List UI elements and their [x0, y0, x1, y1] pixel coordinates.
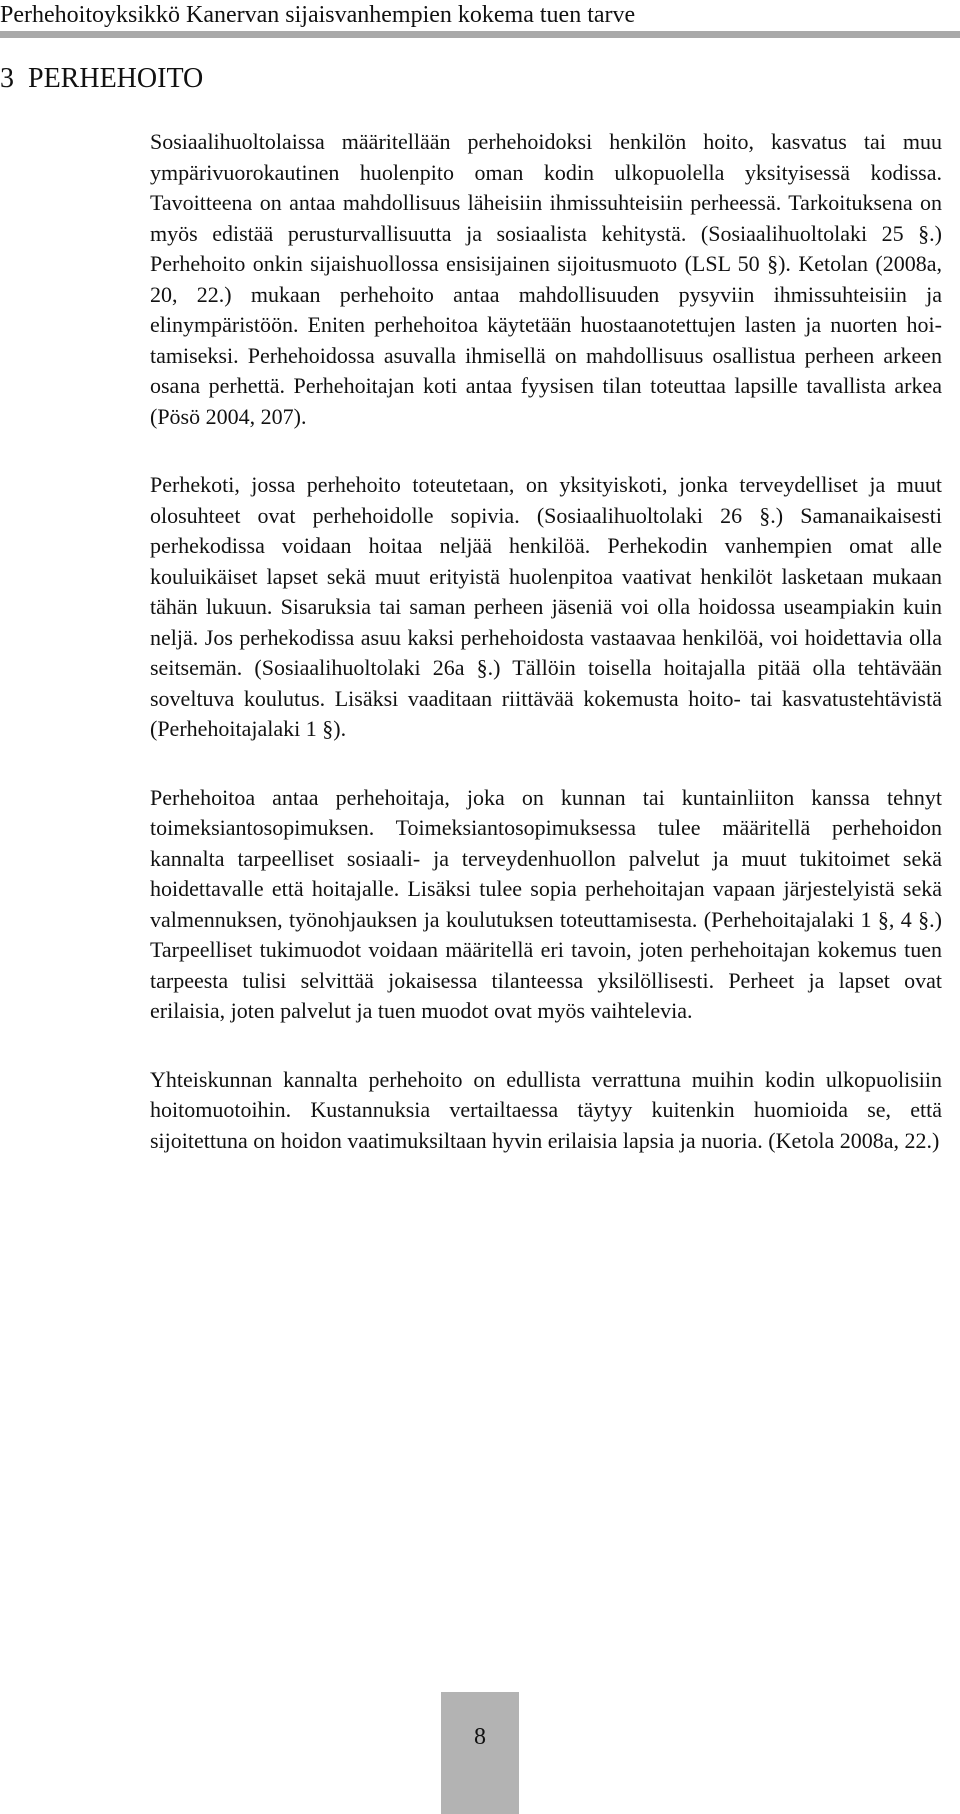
- header-rule: [0, 31, 960, 38]
- running-header: [0, 0, 960, 30]
- paragraph-3: Perhehoitoa antaa perhehoitaja, joka on kunnan tai kuntainliiton kanssa tehnyt toimeksiantosopimuksen. Toimeksiantosopimuksessa tulee määritellä perhehoidon kannalta tarpeelliset sosiaali- ja terveydenhuollon palvelut ja muut tukitoimet sekä hoidettavalle että hoitajalle. Lisäksi tulee sopia perhehoitajan vapaan järjestelyistä sekä valmennuksen, työnohjauksen ja koulutuksen toteuttamisesta. (Perhehoitajalaki 1 §, 4 §.) Tarpeelliset tukimuodot voidaan määritellä eri tavoin, joten perhehoitajan kokemus tuen tarpeesta tulisi selvittää jokaisessa tilanteessa yksilöllisesti. Perheet ja lapset ovat erilaisia, joten palvelut ja tuen muodot ovat myös vaihtelevia.: [150, 784, 942, 1023]
- paragraph-2: Perhekoti, jossa perhehoito toteutetaan, on yksityiskoti, jonka terveydelliset ja muut olosuhteet ovat perhehoidolle sopivia. (Sosiaalihuoltolaki 26 §.) Samanaikaisesti perhekodissa voidaan hoitaa neljää henkilöä. Perhekodin vanhempien omat alle kouluikäiset lapset sekä muut erityistä huolenpitoa vaativat henkilöt lasketaan mukaan tähän lukuun. Sisaruksia tai saman perheen jäseniä voi olla hoidossa useampiakin kuin neljä. Jos perhekodissa asuu kaksi perhehoidosta vastaavaa henkilöä, voi hoidettavia olla seitsemän. (Sosiaalihuoltolaki 26a §.) Tällöin toisella hoitajalla pitää olla tehtävään soveltuva koulutus. Lisäksi vaaditaan riittävää kokemusta hoito- tai kasvatustehtävistä (Perhehoitajalaki 1 §).: [150, 472, 942, 741]
- chapter-title: PERHEHOITO: [28, 63, 204, 94]
- chapter-number: 3: [0, 63, 14, 94]
- page-number: 8: [474, 1724, 486, 1750]
- page-number-box: [441, 1692, 519, 1814]
- paragraph-1: Sosiaalihuoltolaissa määritellään perhehoidoksi henkilön hoito, kasvatus tai muu ympärivuorokautinen huolenpito oman kodin ulkopuolella yksityisessä kodissa. Tavoitteena on antaa mahdollisuus läheisiin ihmissuhteisiin perheessä. Tarkoituksena on myös edistää perusturvallisuutta ja sosiaalista kehitystä. (Sosiaalihuoltolaki 25 §.) Perhehoito onkin sijaishuollossa ensisijainen sijoitusmuoto (LSL 50 §). Ketolan (2008a, 20, 22.) mukaan perhehoito antaa mahdollisuuden pysyviin ihmissuhteisiin ja elinympäristöön. Eniten perhehoitoa käytetään huostaanotettujen lasten ja nuorten hoitamiseksi. Perhehoidossa asuvalla ihmisellä on mahdollisuus osallistua perheen arkeen osana perhettä. Perhehoitajan koti antaa fyysisen tilan toteuttaa lapsille tavallista arkea (Pösö 2004, 207).: [150, 129, 942, 429]
- chapter-heading: [0, 62, 203, 96]
- paragraph-4: Yhteiskunnan kannalta perhehoito on edullista verrattuna muihin kodin ulkopuolisiin hoitomuotoihin. Kustannuksia vertailtaessa täytyy kuitenkin huomioida se, että sijoitettuna on hoidon vaatimuksiltaan hyvin erilaisia lapsia ja nuoria. (Ketola 2008a, 22.): [150, 1066, 942, 1153]
- running-header-title: Perhehoitoyksikkö Kanervan sijaisvanhempien kokema tuen tarve: [0, 2, 636, 28]
- body-text: [150, 127, 942, 1194]
